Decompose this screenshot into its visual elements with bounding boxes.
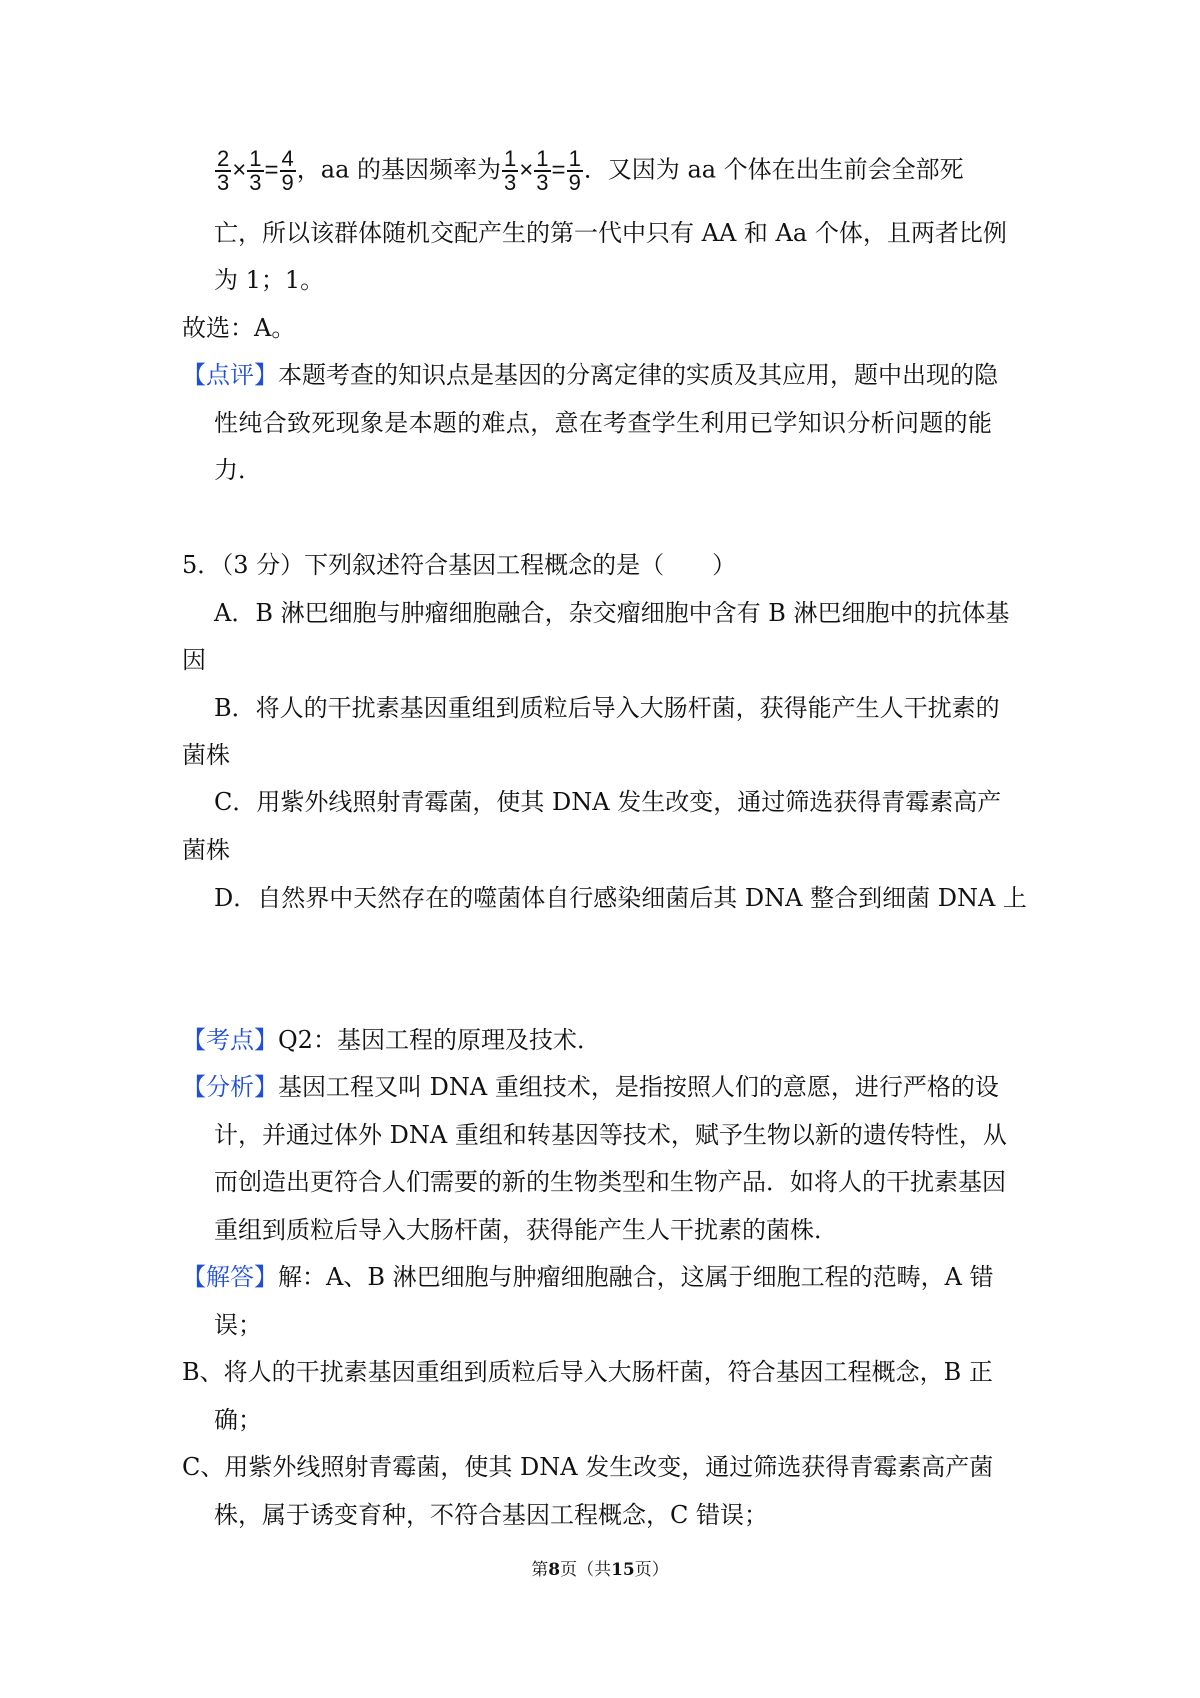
comment-text: 本题考查的知识点是基因的分离定律的实质及其应用，题中出现的隐 [278, 361, 998, 389]
comment-tag: 【点评】 [182, 361, 278, 389]
numerator: 1 [536, 146, 549, 171]
numerator: 2 [217, 146, 230, 171]
times-sign: × [232, 156, 247, 184]
denominator: 3 [217, 170, 230, 195]
text-line: 计，并通过体外 DNA 重组和转基因等技术，赋予生物以新的遗传特性，从 [214, 1121, 1007, 1149]
times-sign: × [519, 156, 534, 184]
option-c: C．用紫外线照射青霉菌，使其 DNA 发生改变，通过筛选获得青霉素高产 [214, 788, 1002, 816]
numerator: 1 [504, 146, 517, 171]
text: ．又因为 aa 个体在出生前会全部死 [583, 155, 964, 184]
text: ，aa 的基因频率为 [296, 155, 502, 184]
question-stem: 5．（3 分）下列叙述符合基因工程概念的是（ ） [182, 551, 737, 579]
option-c-cont: 菌株 [182, 836, 230, 864]
fenxi-tag: 【分析】 [182, 1073, 278, 1101]
page-number: 8 [548, 1560, 561, 1580]
formula-line [214, 148, 964, 194]
page-footer [0, 1558, 1200, 1582]
comment-line [182, 357, 998, 393]
kaodian-tag: 【考点】 [182, 1026, 278, 1054]
fraction [215, 148, 231, 194]
kaodian-text: Q2：基因工程的原理及技术． [278, 1026, 601, 1054]
text-line: 株，属于诱变育种，不符合基因工程概念，C 错误； [214, 1501, 768, 1529]
footer-text: 页（共 [560, 1560, 612, 1580]
numerator: 1 [249, 146, 262, 171]
numerator: 4 [281, 146, 294, 171]
denominator: 9 [281, 170, 294, 195]
option-a: A．B 淋巴细胞与肿瘤细胞融合，杂交瘤细胞中含有 B 淋巴细胞中的抗体基 [214, 599, 1010, 627]
denominator: 3 [249, 170, 262, 195]
text-line: B、将人的干扰素基因重组到质粒后导入大肠杆菌，符合基因工程概念，B 正 [182, 1358, 993, 1386]
equals-sign: = [264, 156, 279, 184]
denominator: 9 [568, 170, 581, 195]
text-line: C、用紫外线照射青霉菌，使其 DNA 发生改变，通过筛选获得青霉素高产菌 [182, 1453, 994, 1481]
kaodian-line [182, 1022, 601, 1058]
fraction [567, 148, 583, 194]
fraction [247, 148, 263, 194]
fenxi-text: 基因工程又叫 DNA 重组技术，是指按照人们的意愿，进行严格的设 [278, 1073, 999, 1101]
footer-text: 页） [634, 1560, 669, 1580]
option-b: B．将人的干扰素基因重组到质粒后导入大肠杆菌，获得能产生人干扰素的 [214, 694, 1000, 722]
text-line: 而创造出更符合人们需要的新的生物类型和生物产品．如将人的干扰素基因 [214, 1168, 1006, 1196]
equals-sign: = [551, 156, 566, 184]
numerator: 1 [568, 146, 581, 171]
jieda-text: 解：A、B 淋巴细胞与肿瘤细胞融合，这属于细胞工程的范畴，A 错 [278, 1263, 994, 1291]
text-line: 性纯合致死现象是本题的难点，意在考查学生利用已学知识分析问题的能 [214, 409, 992, 437]
option-b-cont: 菌株 [182, 741, 230, 769]
text-line: 为 1；1。 [214, 266, 325, 294]
fraction [280, 148, 296, 194]
fraction [502, 148, 518, 194]
option-a-cont: 因 [182, 646, 206, 674]
footer-text: 第 [531, 1560, 549, 1580]
text-line: 故选：A。 [182, 314, 296, 342]
jieda-tag: 【解答】 [182, 1263, 278, 1291]
text-line: 重组到质粒后导入大肠杆菌，获得能产生人干扰素的菌株． [214, 1216, 838, 1244]
option-d: D．自然界中天然存在的噬菌体自行感染细菌后其 DNA 整合到细菌 DNA 上 [214, 884, 1027, 912]
text-line: 力． [214, 456, 262, 484]
text-line: 误； [214, 1311, 262, 1339]
jieda-line [182, 1259, 992, 1295]
fraction [534, 148, 550, 194]
total-pages: 15 [611, 1560, 635, 1580]
text-line: 亡，所以该群体随机交配产生的第一代中只有 AA 和 Aa 个体，且两者比例 [214, 219, 1007, 247]
denominator: 3 [504, 170, 517, 195]
text-line: 确； [214, 1406, 262, 1434]
denominator: 3 [536, 170, 549, 195]
fenxi-line [182, 1069, 999, 1105]
